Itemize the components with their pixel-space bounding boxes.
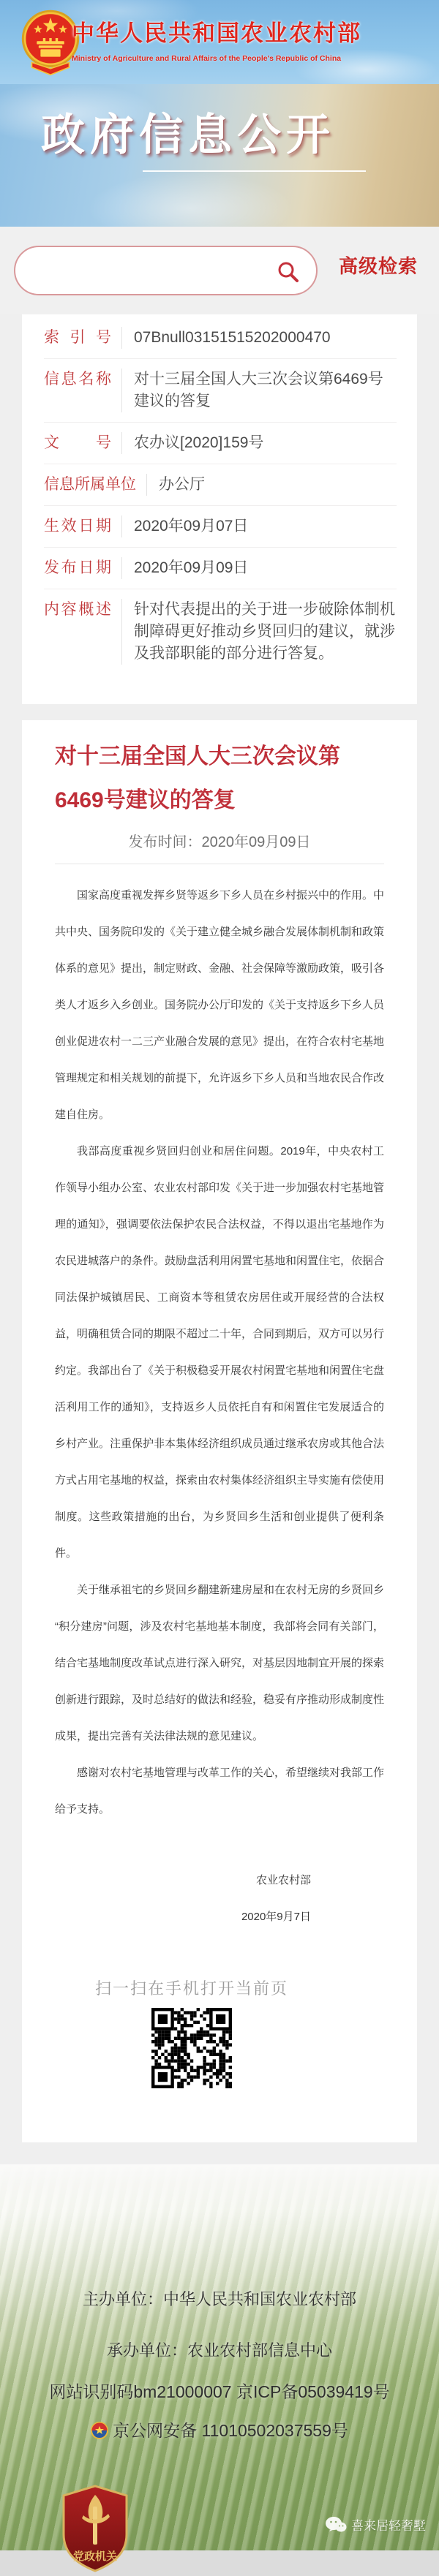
police-record-text: 京公网安备 11010502037559号 [113, 2421, 348, 2440]
article-body [55, 877, 384, 1828]
footer-host: 主办单位：中华人民共和国农业农村部 [82, 2290, 356, 2308]
info-row [44, 423, 397, 464]
party-badge-icon[interactable] [61, 2485, 129, 2572]
footer-police-record[interactable] [0, 2417, 439, 2441]
info-row [44, 317, 397, 359]
info-row [44, 548, 397, 589]
info-label: 索引号 [44, 329, 111, 346]
wechat-icon [325, 2516, 347, 2534]
search-icon[interactable] [277, 260, 300, 284]
info-label: 信息所属单位 [44, 476, 136, 493]
footer-organizer: 承办单位：农业农村部信息中心 [106, 2341, 332, 2360]
info-table [22, 314, 417, 704]
info-value: 2020年09月07日 [121, 515, 397, 537]
info-row [44, 506, 397, 548]
search-box[interactable] [14, 246, 318, 295]
signature-date: 2020年9月7日 [241, 1911, 311, 1923]
party-badge-text: 党政机关 [72, 2550, 118, 2563]
publish-time: 发布时间：2020年09月09日 [128, 834, 311, 850]
info-row [44, 359, 397, 423]
info-label: 发布日期 [44, 559, 111, 576]
article-paragraph: 国家高度重视发挥乡贤等返乡下乡人员在乡村振兴中的作用。中共中央、国务院印发的《关于建立健全城乡融合发展体制机制和政策体系的意见》提出，制定财政、金融、社会保障等激励政策，吸引各类人才返乡入乡创业。国务院办公厅印发的《关于支持返乡下乡人员创业促进农村一二三产业融合发展的意见》提出，在符合农村宅基地管理规定和相关规划的前提下，允许返乡下乡人员和当地农民合作改建自住房。 [55, 889, 385, 1121]
qr-code [151, 2008, 232, 2088]
info-value: 针对代表提出的关于进一步破除体制机制障碍更好推动乡贤回归的建议，就涉及我部职能的部分进行答复。 [121, 599, 397, 665]
watermark [325, 2515, 426, 2534]
article-paragraph: 关于继承祖宅的乡贤回乡翻建新建房屋和在农村无房的乡贤回乡“积分建房”问题，涉及农村宅基地基本制度，我部将会同有关部门，结合宅基地制度改革试点进行深入研究，对基层因地制宜开展的探索创新进行跟踪，及时总结好的做法和经验，稳妥有序推动形成制度性成果，提出完善有关法律法规的意见建议。 [55, 1584, 385, 1742]
article-title: 对十三届全国人大三次会议第6469号建议的答复 [55, 744, 340, 812]
search-input[interactable] [33, 247, 274, 294]
info-label: 生效日期 [44, 518, 111, 535]
gov-info-banner [0, 84, 439, 227]
info-row [44, 589, 397, 674]
ministry-name-en: Ministry of Agriculture and Rural Affairs of the People's Republic of China [72, 54, 342, 63]
info-value: 07Bnull03151515202000470 [121, 327, 397, 349]
ministry-name-cn: 中华人民共和国农业农村部 [72, 20, 361, 46]
info-value: 农办议[2020]159号 [121, 432, 397, 454]
info-value: 2020年09月09日 [121, 557, 397, 579]
signature: 农业农村部 [255, 1874, 311, 1886]
info-label: 内容概述 [44, 601, 111, 618]
article-paragraph: 感谢对农村宅基地管理与改革工作的关心，希望继续对我部工作给予支持。 [55, 1767, 385, 1816]
watermark-text: 喜来居轻奢墅 [351, 2519, 426, 2533]
site-header [0, 0, 439, 84]
advanced-search-link[interactable]: 高级检索 [339, 255, 419, 277]
info-label: 文号 [44, 434, 111, 451]
banner-underline [143, 170, 366, 172]
police-badge-icon [91, 2422, 108, 2439]
info-value: 办公厅 [146, 474, 397, 496]
info-label: 信息名称 [44, 371, 111, 388]
article-card [22, 720, 417, 2142]
search-section [0, 227, 439, 314]
article-paragraph: 我部高度重视乡贤回归创业和居住问题。2019年，中央农村工作领导小组办公室、农业农村部印发《关于进一步加强农村宅基地管理的通知》，强调要依法保护农民合法权益，不得以退出宅基地作为农民进城落户的条件。鼓励盘活利用闲置宅基地和闲置住宅，依据合同法保护城镇居民、工商资本等租赁农房居住或开展经营的合法权益，明确租赁合同的期限不超过二十年，合同到期后，双方可以另行约定。我部出台了《关于积极稳妥开展农村闲置宅基地和闲置住宅盘活利用工作的通知》，支持返乡人员依托自有和闲置住宅发展适合的乡村产业。注重保护非本集体经济组织成员通过继承农房或其他合法方式占用宅基地的权益，探索由农村集体经济组织主导实施有偿使用制度。这些政策措施的出台，为乡贤回乡生活和创业提供了便利条件。 [55, 1145, 385, 1560]
footer-site-code: 网站识别码bm21000007 京ICP备05039419号 [49, 2382, 390, 2401]
ministry-title-block [72, 15, 416, 63]
info-row [44, 464, 397, 506]
banner-title: 政府信息公开 [41, 110, 335, 159]
info-value: 对十三届全国人大三次会议第6469号建议的答复 [121, 369, 397, 412]
qr-caption: 扫一扫在手机打开当前页 [94, 1979, 288, 1998]
footer [0, 2164, 439, 2563]
